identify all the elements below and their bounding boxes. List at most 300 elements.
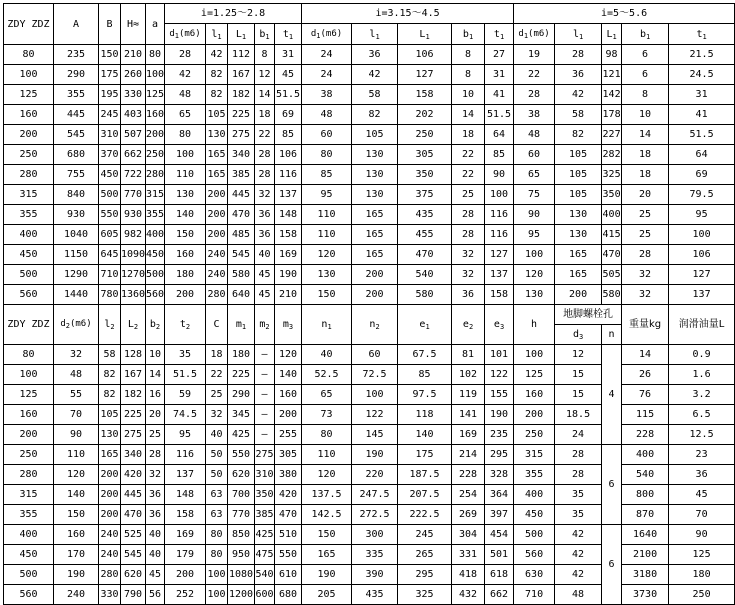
table-cell: 770 (228, 505, 255, 525)
table-cell: 100 (4, 65, 54, 85)
table-cell: 240 (99, 525, 121, 545)
table-cell: 450 (4, 245, 54, 265)
table-cell: 580 (228, 265, 255, 285)
table-cell: 31 (485, 65, 514, 85)
table-cell: 15 (555, 365, 602, 385)
table-cell: 545 (54, 125, 99, 145)
table-cell: 245 (99, 105, 121, 125)
hdr-d1: $d_1(m6)$ (165, 24, 206, 45)
table-cell: 95 (514, 225, 555, 245)
table-cell: 355 (514, 465, 555, 485)
table-cell: 60 (352, 345, 398, 365)
table-cell: 18 (622, 145, 669, 165)
table-cell: 26 (622, 365, 669, 385)
table-cell: 545 (228, 245, 255, 265)
table-cell: 95 (669, 205, 735, 225)
table-cell: 116 (275, 165, 302, 185)
table-cell: 12.5 (669, 425, 735, 445)
hdr-L1: $L_1$ (602, 24, 622, 45)
table-cell: 20 (622, 185, 669, 205)
table-cell: 505 (602, 265, 622, 285)
table-row (4, 245, 735, 265)
table-cell: 45 (255, 265, 275, 285)
table-cell: 105 (352, 125, 398, 145)
table-cell: 150 (99, 45, 121, 65)
table-cell: 56 (146, 585, 165, 605)
table-cell: 18.5 (555, 405, 602, 425)
table-cell: 500 (514, 525, 555, 545)
table-cell: 175 (398, 445, 452, 465)
hdr-bolt-hole: 地脚螺栓孔 (555, 305, 622, 325)
table-row (4, 225, 735, 245)
table-cell: 265 (398, 545, 452, 565)
table-cell: 180 (228, 345, 255, 365)
table-cell: 51.5 (275, 85, 302, 105)
table-cell: 42 (206, 45, 228, 65)
table-cell: 200 (206, 205, 228, 225)
hdr-d2: $d_2(m6)$ (54, 305, 99, 345)
table-cell: 122 (352, 405, 398, 425)
table-cell: 225 (121, 405, 146, 425)
table-cell: 100 (4, 365, 54, 385)
hdr-B: B (99, 4, 121, 45)
table-cell: 331 (452, 545, 485, 565)
header2-row-top (4, 305, 735, 325)
table-cell: 662 (121, 145, 146, 165)
table-cell: 69 (275, 105, 302, 125)
table-row (4, 505, 735, 525)
table-cell: 70 (669, 505, 735, 525)
table-body (4, 4, 735, 605)
table-cell: 355 (54, 85, 99, 105)
table-cell: 435 (398, 205, 452, 225)
table-cell: 8 (452, 45, 485, 65)
table-cell: 1150 (54, 245, 99, 265)
table-cell: 165 (352, 205, 398, 225)
table-cell: 350 (255, 485, 275, 505)
table-cell: 65 (302, 385, 352, 405)
table-cell: 8 (255, 45, 275, 65)
table-cell: 700 (228, 485, 255, 505)
table-cell: 280 (4, 165, 54, 185)
table-cell: 190 (54, 565, 99, 585)
table-row (4, 85, 735, 105)
table-cell: 240 (206, 265, 228, 285)
table-cell: 21.5 (669, 45, 735, 65)
table-cell: 272.5 (352, 505, 398, 525)
table-cell: 550 (275, 545, 302, 565)
table-cell: 280 (99, 565, 121, 585)
table-cell: 210 (121, 45, 146, 65)
table-cell: 110 (302, 205, 352, 225)
table-cell: 105 (555, 185, 602, 205)
table-cell: 355 (146, 205, 165, 225)
hdr-C: C (206, 305, 228, 345)
hdr-A: A (54, 4, 99, 45)
table-cell: 620 (121, 565, 146, 585)
table-cell: 19 (514, 45, 555, 65)
table-cell: 42 (555, 525, 602, 545)
table-cell: 100 (146, 65, 165, 85)
table-cell: 35 (555, 485, 602, 505)
table-cell: 122 (485, 365, 514, 385)
table-cell: 125 (669, 545, 735, 565)
hdr-n: n (602, 325, 622, 345)
table-cell: 315 (514, 445, 555, 465)
table-cell: 72.5 (352, 365, 398, 385)
table-cell: 325 (602, 165, 622, 185)
table-cell: 1440 (54, 285, 99, 305)
table-cell: 158 (275, 225, 302, 245)
table-cell: 158 (165, 505, 206, 525)
table-cell: 155 (485, 385, 514, 405)
table-row (4, 545, 735, 565)
table-cell: 545 (121, 545, 146, 565)
table-cell: 100 (206, 565, 228, 585)
table-cell: 41 (485, 85, 514, 105)
table-cell: 125 (146, 85, 165, 105)
table-cell: 81 (452, 345, 485, 365)
table-cell: 275 (255, 445, 275, 465)
table-cell: 67.5 (398, 345, 452, 365)
table-cell: 31 (669, 85, 735, 105)
table-cell: 275 (121, 425, 146, 445)
table-cell: 18 (206, 345, 228, 365)
hdr-oil: 润滑油量L (669, 305, 735, 345)
table-cell: 8 (452, 65, 485, 85)
table-cell: 48 (302, 105, 352, 125)
table-cell: 141 (452, 405, 485, 425)
hdr-n1: $n_1$ (302, 305, 352, 345)
table-cell: 280 (206, 285, 228, 305)
table-cell: 24 (555, 425, 602, 445)
table-cell: 130 (555, 205, 602, 225)
table-cell: 36 (452, 285, 485, 305)
table-cell: 200 (99, 465, 121, 485)
table-cell: 335 (352, 545, 398, 565)
table-cell: 127 (398, 65, 452, 85)
table-cell: 158 (398, 85, 452, 105)
table-cell: 770 (121, 185, 146, 205)
table-row (4, 105, 735, 125)
table-cell: 310 (255, 465, 275, 485)
table-cell: 28 (452, 205, 485, 225)
hdr-t2: $t_2$ (165, 305, 206, 345)
table-cell: 190 (302, 565, 352, 585)
table-cell: 14 (146, 365, 165, 385)
table-cell: 28 (165, 45, 206, 65)
table-cell: 22 (514, 65, 555, 85)
table-cell: 16 (146, 385, 165, 405)
table-cell: 25 (622, 225, 669, 245)
table-cell: 1090 (121, 245, 146, 265)
table-cell: 23 (669, 445, 735, 465)
table-cell: 116 (165, 445, 206, 465)
table-cell: 169 (275, 245, 302, 265)
table-cell: 3180 (622, 565, 669, 585)
table-cell: 1040 (54, 225, 99, 245)
table-cell: 214 (452, 445, 485, 465)
table-cell: 80 (206, 525, 228, 545)
table-cell: 175 (99, 65, 121, 85)
table-cell: 450 (4, 545, 54, 565)
table-cell: 63 (206, 485, 228, 505)
table-cell: 180 (165, 265, 206, 285)
table-cell: 105 (99, 405, 121, 425)
table-cell: 36 (146, 485, 165, 505)
table-cell: 85 (398, 365, 452, 385)
table-cell: 32 (452, 265, 485, 285)
table-cell: 80 (4, 345, 54, 365)
table-cell: 250 (514, 425, 555, 445)
table-cell: 1290 (54, 265, 99, 285)
table-cell: 200 (146, 125, 165, 145)
table-cell: 105 (555, 165, 602, 185)
table-cell: 340 (228, 145, 255, 165)
hdr-m1: $m_1$ (228, 305, 255, 345)
table-row (4, 205, 735, 225)
table-cell: 142 (602, 85, 622, 105)
table-cell: 160 (4, 405, 54, 425)
table-cell: 304 (452, 525, 485, 545)
table-cell: 28 (622, 245, 669, 265)
table-cell: 222.5 (398, 505, 452, 525)
table-cell: 28 (255, 145, 275, 165)
table-cell: 160 (54, 525, 99, 545)
table-row (4, 345, 735, 365)
table-cell: 28 (146, 445, 165, 465)
table-cell: 38 (514, 105, 555, 125)
table-cell: 55 (54, 385, 99, 405)
table-cell: 48 (54, 365, 99, 385)
bolt-count-cell: 4 (602, 345, 622, 445)
table-cell: 160 (146, 105, 165, 125)
table-cell: 680 (54, 145, 99, 165)
table-cell: 65 (514, 165, 555, 185)
table-cell: 710 (514, 585, 555, 605)
table-row (4, 425, 735, 445)
table-cell: 32 (146, 465, 165, 485)
table-cell: 165 (302, 545, 352, 565)
table-cell: 390 (352, 565, 398, 585)
table-cell: 254 (452, 485, 485, 505)
table-cell: 397 (485, 505, 514, 525)
table-cell: 148 (165, 485, 206, 505)
hdr-d1: $d_1(m6)$ (302, 24, 352, 45)
table-cell: 200 (555, 285, 602, 305)
table-cell: 435 (352, 585, 398, 605)
table-cell: 950 (228, 545, 255, 565)
table-cell: 148 (275, 205, 302, 225)
table-cell: 110 (302, 445, 352, 465)
table-row (4, 485, 735, 505)
table-cell: 385 (255, 505, 275, 525)
table-cell: 400 (146, 225, 165, 245)
table-cell: 190 (275, 265, 302, 285)
table-cell: 28 (555, 45, 602, 65)
table-cell: 415 (602, 225, 622, 245)
table-cell: 250 (669, 585, 735, 605)
table-row (4, 185, 735, 205)
table-cell: 403 (121, 105, 146, 125)
table-cell: 1200 (228, 585, 255, 605)
table-cell: 200 (4, 425, 54, 445)
table-cell: 140 (275, 365, 302, 385)
table-cell: 100 (352, 385, 398, 405)
table-cell: 118 (398, 405, 452, 425)
table-cell: 10 (622, 105, 669, 125)
table-cell: 610 (275, 565, 302, 585)
table-cell: 58 (352, 85, 398, 105)
table-cell: 165 (99, 445, 121, 465)
table-cell: 14 (255, 85, 275, 105)
table-cell: 540 (622, 465, 669, 485)
table-cell: 32 (622, 285, 669, 305)
table-cell: 40 (255, 245, 275, 265)
table-cell: 982 (121, 225, 146, 245)
table-cell: 32 (255, 185, 275, 205)
table-cell: 680 (275, 585, 302, 605)
table-cell: 200 (99, 505, 121, 525)
hdr-t1: $t_1$ (485, 24, 514, 45)
table-cell: 12 (555, 345, 602, 365)
table-cell: 432 (452, 585, 485, 605)
table-cell: 840 (54, 185, 99, 205)
table-cell: 540 (398, 265, 452, 285)
table-cell: 97.5 (398, 385, 452, 405)
table-cell: 160 (514, 385, 555, 405)
table-cell: 225 (228, 105, 255, 125)
table-cell: 51.5 (485, 105, 514, 125)
table-cell: 295 (398, 565, 452, 585)
hdr-m3: $m_3$ (275, 305, 302, 345)
table-cell: 355 (4, 505, 54, 525)
table-cell: 165 (206, 165, 228, 185)
table-cell: 540 (255, 565, 275, 585)
table-cell: 35 (165, 345, 206, 365)
table-cell: 755 (54, 165, 99, 185)
table-cell: 137 (275, 185, 302, 205)
table-cell: 425 (228, 425, 255, 445)
table-cell: 106 (275, 145, 302, 165)
table-cell: 120 (302, 465, 352, 485)
table-cell: 282 (602, 145, 622, 165)
table-cell: 76 (622, 385, 669, 405)
table-cell: 160 (4, 105, 54, 125)
dimension-table (3, 3, 735, 605)
table-cell: 600 (255, 585, 275, 605)
table-cell: 36 (669, 465, 735, 485)
hdr-b1: $b_1$ (255, 24, 275, 45)
hdr-b1: $b_1$ (452, 24, 485, 45)
table-cell: 36 (555, 65, 602, 85)
hdr-group-ratio-1: i=1.25～2.8 (165, 4, 302, 24)
hdr-H: H≈ (121, 4, 146, 45)
table-cell: 45 (275, 65, 302, 85)
table-cell: 662 (485, 585, 514, 605)
table-cell: 106 (398, 45, 452, 65)
table-cell: 1360 (121, 285, 146, 305)
table-cell: 445 (121, 485, 146, 505)
table-cell: 82 (206, 85, 228, 105)
hdr2-model: ZDY ZDZ (4, 305, 54, 345)
table-cell: 32 (206, 405, 228, 425)
table-cell: 500 (99, 185, 121, 205)
table-cell: 375 (398, 185, 452, 205)
table-cell: 40 (302, 345, 352, 365)
hdr-a: a (146, 4, 165, 45)
table-cell: 507 (121, 125, 146, 145)
table-cell: 60 (514, 145, 555, 165)
table-cell: 780 (99, 285, 121, 305)
table-cell: 400 (4, 225, 54, 245)
table-cell: 90 (485, 165, 514, 185)
table-cell: 18 (255, 105, 275, 125)
table-cell: 310 (99, 125, 121, 145)
table-cell: 165 (555, 265, 602, 285)
table-cell: 48 (165, 85, 206, 105)
table-cell: 200 (352, 285, 398, 305)
table-cell: 385 (228, 165, 255, 185)
table-cell: 110 (54, 445, 99, 465)
table-cell: 70 (54, 405, 99, 425)
table-cell: — (255, 405, 275, 425)
table-cell: 930 (121, 205, 146, 225)
table-cell: 24.5 (669, 65, 735, 85)
table-cell: 330 (99, 585, 121, 605)
table-cell: 445 (228, 185, 255, 205)
table-cell: 65 (165, 105, 206, 125)
table-cell: 40 (146, 545, 165, 565)
table-cell: 560 (4, 585, 54, 605)
table-cell: 560 (146, 285, 165, 305)
table-row (4, 165, 735, 185)
table-cell: 85 (275, 125, 302, 145)
table-cell: 400 (622, 445, 669, 465)
table-cell: 240 (206, 245, 228, 265)
table-cell: 90 (54, 425, 99, 445)
table-cell: 6.5 (669, 405, 735, 425)
table-cell: 137.5 (302, 485, 352, 505)
table-cell: 63 (206, 505, 228, 525)
table-cell: 51.5 (669, 125, 735, 145)
table-cell: 158 (485, 285, 514, 305)
hdr-b1: $b_1$ (622, 24, 669, 45)
table-cell: 82 (352, 105, 398, 125)
hdr-L2: $L_2$ (121, 305, 146, 345)
table-cell: 80 (302, 145, 352, 165)
table-cell: 418 (452, 565, 485, 585)
table-cell: 1.6 (669, 365, 735, 385)
table-cell: 470 (398, 245, 452, 265)
table-cell: 200 (275, 405, 302, 425)
table-cell: 35 (555, 505, 602, 525)
table-cell: 28 (255, 165, 275, 185)
hdr-b2: $b_2$ (146, 305, 165, 345)
table-cell: 22 (206, 365, 228, 385)
table-cell: 200 (206, 225, 228, 245)
table-cell: 178 (602, 105, 622, 125)
table-cell: 14 (452, 105, 485, 125)
table-cell: 95 (165, 425, 206, 445)
table-cell: 330 (121, 85, 146, 105)
table-cell: 179 (165, 545, 206, 565)
table-cell: 110 (165, 165, 206, 185)
table-cell: 25 (206, 385, 228, 405)
table-cell: 250 (4, 445, 54, 465)
table-cell: 52.5 (302, 365, 352, 385)
table-cell: 200 (165, 565, 206, 585)
